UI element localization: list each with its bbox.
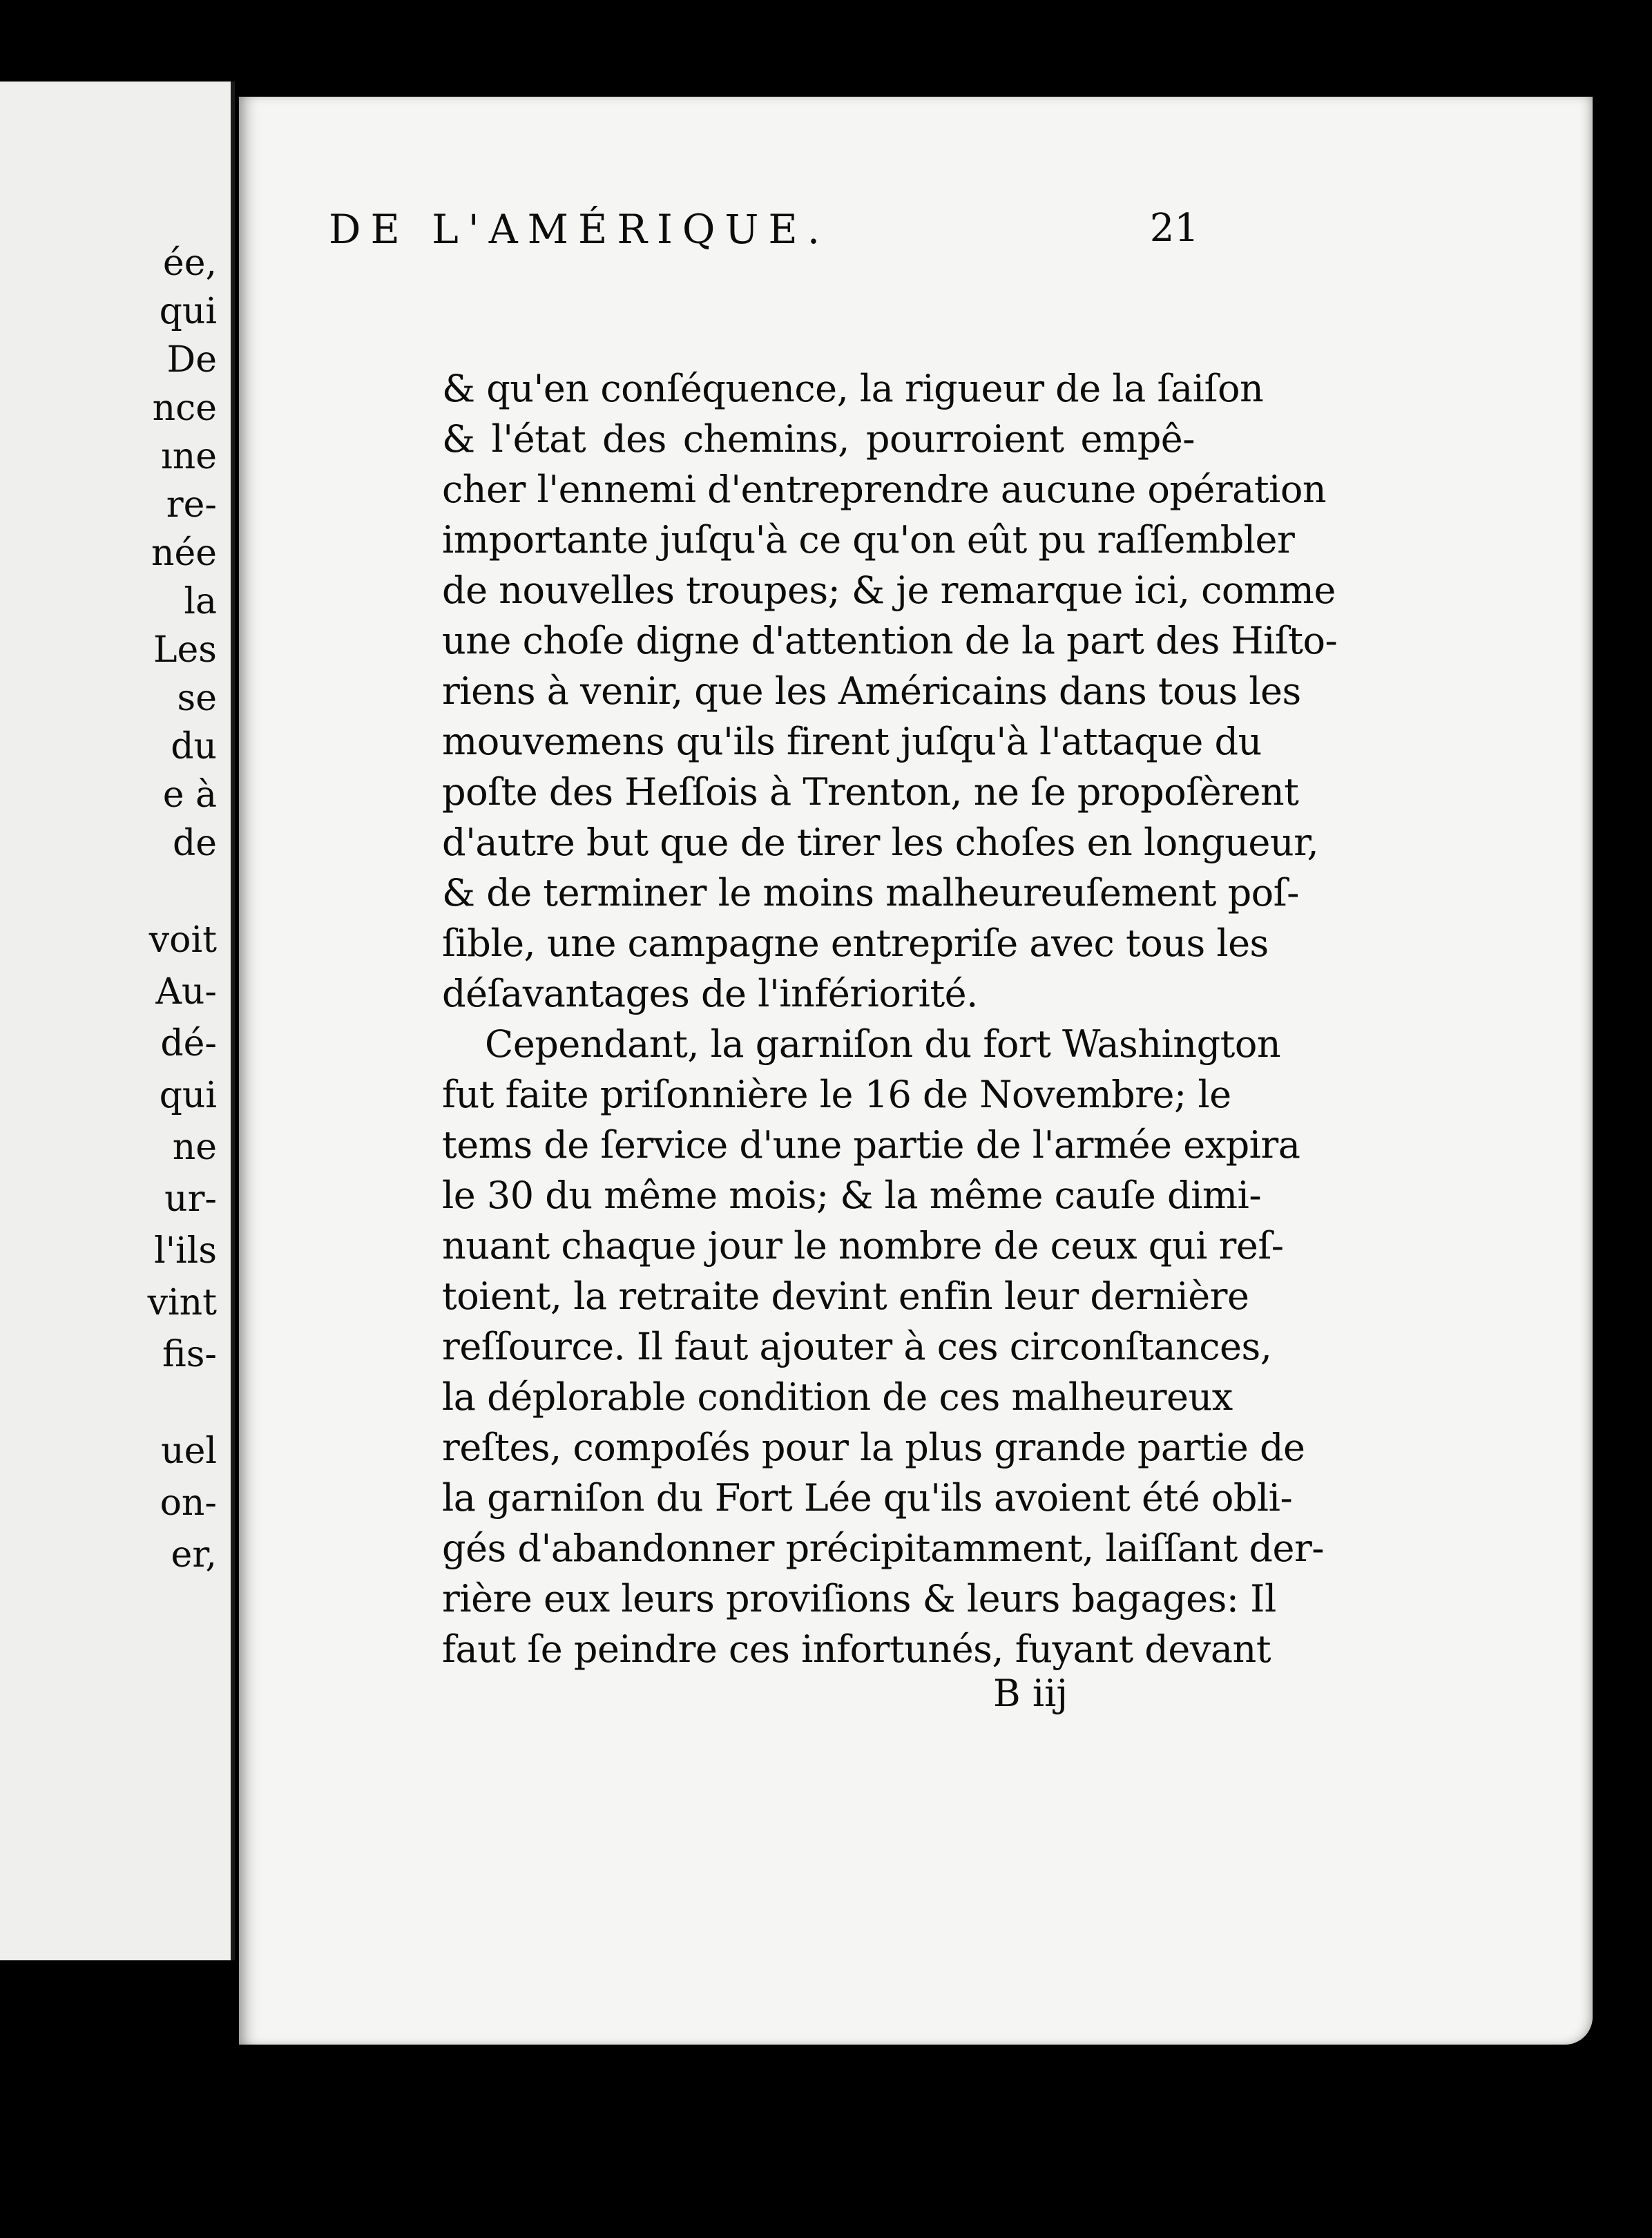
left-page-fragment: qui — [159, 291, 217, 332]
text-line: ſible, une campagne entrepriſe avec tous les — [442, 921, 1269, 965]
left-page-fragment: on- — [160, 1482, 217, 1524]
text-line: tems de ſervice d'une partie de l'armée expira — [442, 1123, 1300, 1167]
text-line: une choſe digne d'attention de la part des Hiſto- — [442, 619, 1338, 662]
left-page-fragment: la — [184, 581, 217, 622]
signature-mark: B iij — [993, 1672, 1068, 1715]
left-page-fragment: uel — [161, 1431, 217, 1472]
left-page-fragment: dé- — [160, 1023, 217, 1064]
left-page-fragment: l'ils — [154, 1230, 217, 1272]
text-line: le 30 du même mois; & la même cauſe dimi- — [442, 1174, 1262, 1217]
text-line: d'autre but que de tirer les choſes en longueur, — [442, 821, 1319, 864]
text-line: importante juſqu'à ce qu'on eût pu raſſembler — [442, 518, 1295, 562]
text-line: gés d'abandonner précipitamment, laiſſant der- — [442, 1527, 1325, 1570]
text-line: Cependant, la garniſon du fort Washington — [485, 1022, 1281, 1066]
text-line: faut ſe peindre ces infortunés, fuyant devant — [442, 1627, 1271, 1671]
text-line: mouvemens qu'ils firent juſqu'à l'attaque du — [442, 720, 1262, 763]
text-line: la garniſon du Fort Lée qu'ils avoient été obli- — [442, 1476, 1293, 1520]
text-line: nuant chaque jour le nombre de ceux qui reſ- — [442, 1224, 1284, 1268]
page-header — [329, 206, 1199, 261]
text-line: déſavantages de l'infériorité. — [442, 972, 978, 1015]
left-page-fragment: de — [172, 823, 217, 864]
left-page-fragment: Au- — [155, 971, 217, 1013]
text-line: toient, la retraite devint enfin leur dernière — [442, 1274, 1249, 1318]
text-line: fut faite priſonnière le 16 de Novembre; le — [442, 1073, 1231, 1116]
left-page-fragment: vint — [147, 1282, 217, 1323]
text-line: riens à venir, que les Américains dans tous les — [442, 669, 1301, 713]
text-line: & de terminer le moins malheureuſement poſ- — [442, 871, 1299, 915]
text-line: poſte des Heſſois à Trenton, ne ſe propoſèrent — [442, 770, 1299, 814]
left-page-fragment: fis- — [162, 1334, 217, 1375]
text-line: la déplorable condition de ces malheureux — [442, 1375, 1233, 1419]
text-line: de nouvelles troupes; & je remarque ici, comme — [442, 568, 1336, 612]
text-line: & l'état des chemins, pourroient empê- — [442, 417, 1195, 461]
page-number: 21 — [1149, 206, 1199, 251]
text-line: & qu'en conſéquence, la rigueur de la ſaiſon — [442, 367, 1264, 410]
left-page-fragment: e à — [162, 774, 217, 816]
left-page-fragment: voit — [148, 919, 217, 961]
left-page-fragment: nce — [152, 388, 217, 429]
left-page-fragment: De — [166, 339, 217, 381]
text-line: reſtes, compoſés pour la plus grande partie de — [442, 1426, 1305, 1469]
body-text — [442, 363, 1338, 1674]
left-page-fragment: re- — [166, 484, 217, 526]
text-line: reſſource. Il faut ajouter à ces circonſtances, — [442, 1325, 1272, 1368]
text-line: cher l'ennemi d'entreprendre aucune opération — [442, 468, 1327, 511]
left-page-fragment: er, — [171, 1534, 217, 1576]
left-page-fragment: du — [171, 726, 217, 767]
left-page-fragment: née — [151, 533, 217, 574]
running-title: DE L'AMÉRIQUE. — [329, 206, 830, 253]
left-page-fragment: qui — [159, 1075, 217, 1116]
left-page-edge — [0, 82, 235, 1960]
left-page-fragment: ur- — [164, 1178, 217, 1220]
left-page-fragment: ée, — [162, 242, 217, 284]
left-page-fragment: ne — [172, 1127, 217, 1168]
left-page-fragment: se — [177, 678, 217, 719]
text-line: rière eux leurs proviſions & leurs bagages: Il — [442, 1577, 1276, 1620]
left-page-fragment: Les — [153, 629, 217, 671]
left-page-fragment: ıne — [161, 436, 217, 477]
